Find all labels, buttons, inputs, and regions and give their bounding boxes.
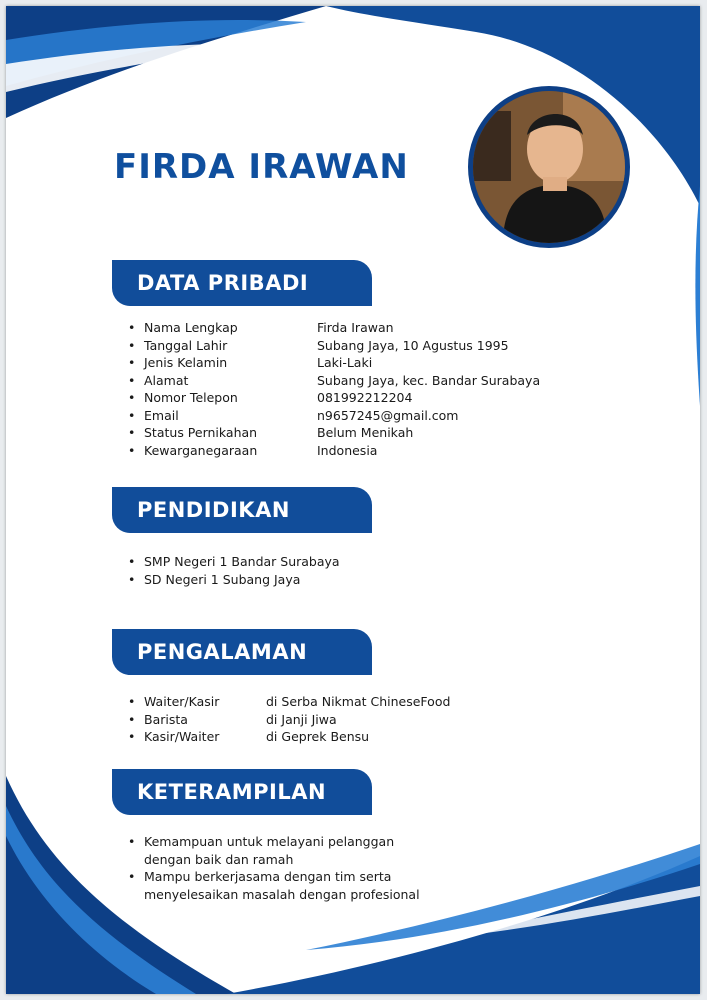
field-label: Nomor Telepon [144, 390, 238, 405]
list-item: • Mampu berkerjasama dengan tim serta menyelesaikan masalah dengan profesional [124, 868, 444, 903]
list-item: • Kemampuan untuk melayani pelanggan dengan baik dan ramah [124, 833, 444, 868]
photo-illustration [473, 91, 625, 243]
field-value: Subang Jaya, 10 Agustus 1995 [317, 337, 509, 353]
field-label: Alamat [144, 372, 189, 388]
education-list [124, 553, 340, 588]
list-item [124, 728, 370, 746]
personal-data-list [124, 319, 541, 459]
workplace: di Geprek Bensu [266, 729, 370, 744]
workplace: di Janji Jiwa [266, 711, 337, 727]
field-label: Kewarganegaraan [144, 442, 258, 458]
field-label: Email [144, 407, 179, 423]
skills-list [124, 833, 444, 903]
profile-photo [468, 86, 630, 248]
role: Kasir/Waiter [144, 729, 220, 744]
section-title-data-pribadi: DATA PRIBADI [112, 260, 372, 306]
list-item [124, 424, 414, 442]
field-value: n9657245@gmail.com [317, 407, 459, 423]
list-item: • SMP Negeri 1 Bandar Surabaya [124, 553, 340, 571]
field-label: Jenis Kelamin [144, 355, 228, 370]
role: Waiter/Kasir [144, 694, 220, 709]
list-item: • SD Negeri 1 Subang Jaya [124, 571, 340, 589]
field-value: Belum Menikah [317, 425, 414, 440]
list-item [124, 389, 413, 407]
role: Barista [144, 711, 188, 727]
field-label: Status Pernikahan [144, 425, 258, 440]
experience-list [124, 693, 451, 746]
list-item [124, 442, 378, 460]
section-title-pendidikan: PENDIDIKAN [112, 487, 372, 533]
list-item [124, 337, 509, 355]
list-item [124, 354, 373, 372]
section-title-pengalaman: PENGALAMAN [112, 629, 372, 675]
workplace: di Serba Nikmat ChineseFood [266, 694, 451, 709]
field-value: Laki-Laki [317, 355, 373, 370]
field-value: Indonesia [317, 442, 378, 458]
field-label: Nama Lengkap [144, 320, 238, 335]
list-item [124, 319, 394, 337]
resume-page [6, 6, 700, 994]
list-item [124, 711, 337, 729]
list-item [124, 693, 451, 711]
section-title-keterampilan: KETERAMPILAN [112, 769, 372, 815]
list-item [124, 372, 541, 390]
field-value: 081992212204 [317, 390, 413, 405]
list-item [124, 407, 459, 425]
field-value: Firda Irawan [317, 320, 394, 335]
field-value: Subang Jaya, kec. Bandar Surabaya [317, 372, 541, 388]
candidate-name: FIRDA IRAWAN [114, 147, 409, 187]
field-label: Tanggal Lahir [144, 337, 228, 353]
